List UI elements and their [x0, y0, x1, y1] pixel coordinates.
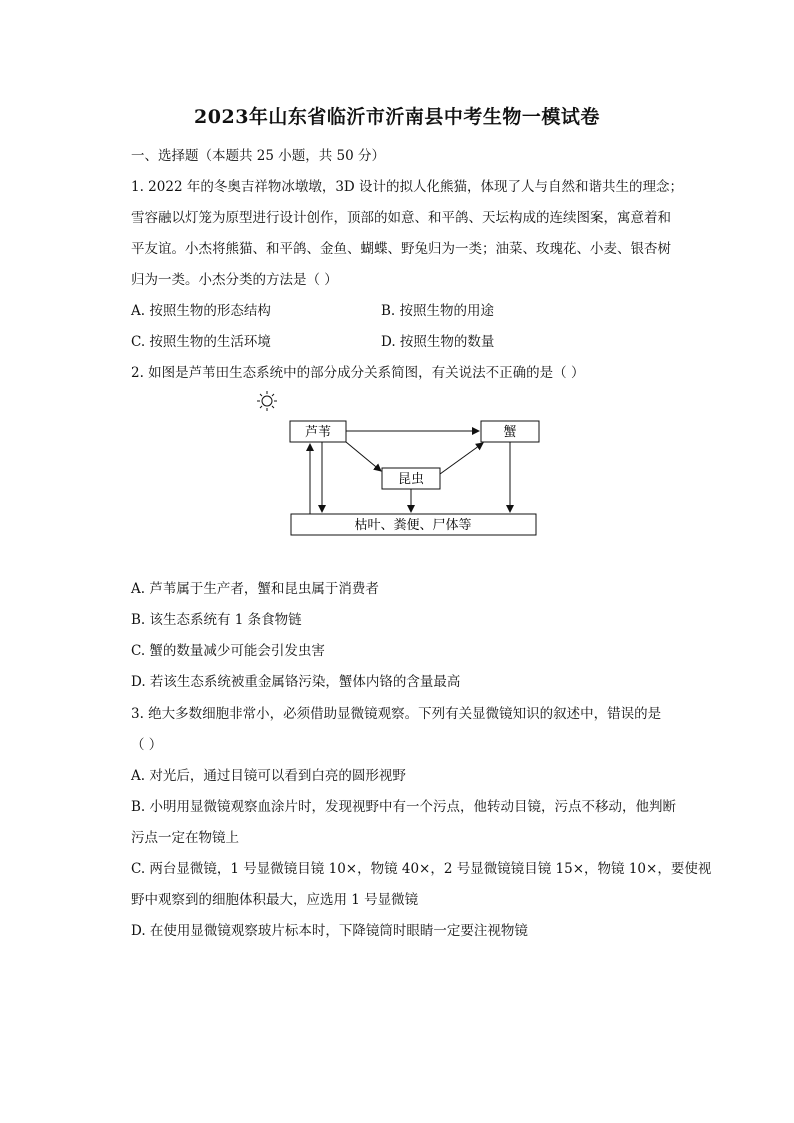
- q1-line-2: 雪容融以灯笼为原型进行设计创作，顶部的如意、和平鸽、天坛构成的连续图案，寓意着和: [131, 210, 671, 226]
- section-heading: 一、选择题（本题共 25 小题，共 50 分）: [131, 148, 386, 164]
- food-web-diagram: [0, 0, 794, 560]
- q2-option-b: B. 该生态系统有 1 条食物链: [131, 612, 302, 628]
- q1-line-3: 平友谊。小杰将熊猫、和平鸽、金鱼、蝴蝶、野兔归为一类；油菜、玫瑰花、小麦、银杏树: [131, 241, 671, 257]
- q3-option-a: A. 对光后，通过目镜可以看到白亮的圆形视野: [131, 768, 406, 784]
- page-title: 2023年山东省临沂市沂南县中考生物一模试卷: [194, 106, 600, 128]
- q3-option-c-line-2: 野中观察到的细胞体积最大，应选用 1 号显微镜: [131, 892, 419, 908]
- crab-label: 蟹: [503, 425, 517, 440]
- q1-line-4: 归为一类。小杰分类的方法是（ ）: [131, 272, 338, 288]
- insect-label: 昆虫: [397, 472, 425, 487]
- q3-option-c-line-1: C. 两台显微镜，1 号显微镜目镜 10×，物镜 40×，2 号显微镜镜目镜 15×，物镜 10×，要使视: [131, 861, 712, 877]
- q3-option-d: D. 在使用显微镜观察玻片标本时，下降镜筒时眼睛一定要注视物镜: [131, 923, 528, 939]
- q3-option-b-line-1: B. 小明用显微镜观察血涂片时，发现视野中有一个污点，他转动目镜，污点不移动，他判断: [131, 799, 677, 815]
- q2-stem: 2. 如图是芦苇田生态系统中的部分成分关系简图，有关说法不正确的是（ ）: [131, 365, 585, 381]
- q1-option-a: A. 按照生物的形态结构: [131, 303, 271, 319]
- q2-option-c: C. 蟹的数量减少可能会引发虫害: [131, 643, 325, 659]
- q1-option-d: D. 按照生物的数量: [381, 334, 495, 350]
- q3-line-1: 3. 绝大多数细胞非常小，必须借助显微镜观察。下列有关显微镜知识的叙述中，错误的是: [131, 706, 662, 722]
- q1-option-b: B. 按照生物的用途: [381, 303, 495, 319]
- reed-label: 芦苇: [304, 425, 332, 440]
- q3-option-b-line-2: 污点一定在物镜上: [131, 830, 239, 846]
- q1-option-c: C. 按照生物的生活环境: [131, 334, 271, 350]
- q2-option-d: D. 若该生态系统被重金属铬污染，蟹体内铬的含量最高: [131, 674, 461, 690]
- q3-line-2: （ ）: [131, 737, 163, 753]
- q2-option-a: A. 芦苇属于生产者，蟹和昆虫属于消费者: [131, 581, 379, 597]
- detritus-label: 枯叶、粪便、尸体等: [354, 518, 472, 533]
- sun-icon: [257, 391, 277, 411]
- q1-line-1: 1. 2022 年的冬奥吉祥物冰墩墩，3D 设计的拟人化熊猫，体现了人与自然和谐共生的理念；: [131, 179, 684, 195]
